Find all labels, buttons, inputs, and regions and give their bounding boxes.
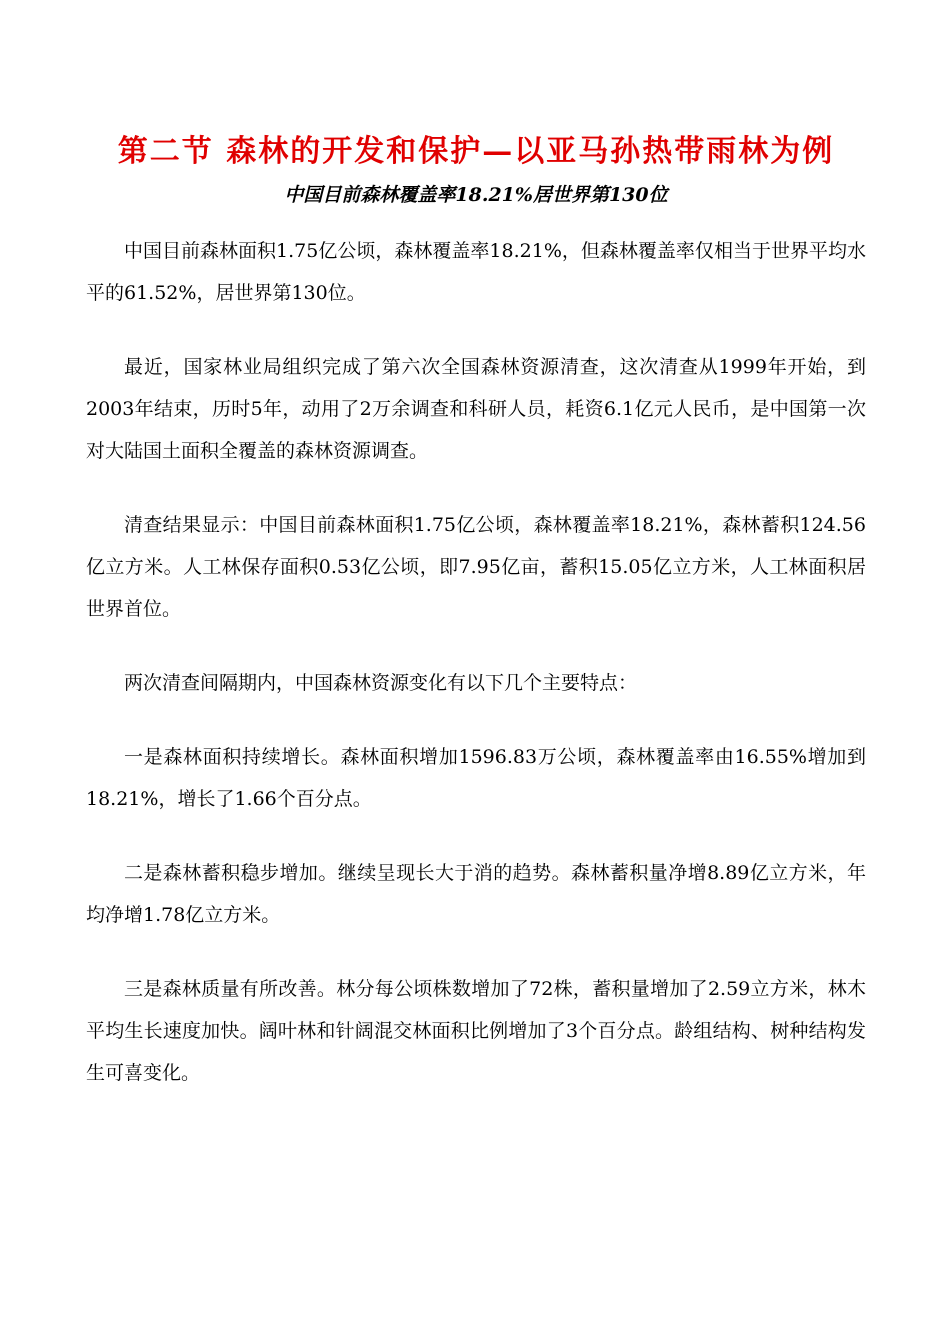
paragraph: 三是森林质量有所改善。林分每公顷株数增加了72株，蓄积量增加了2.59立方米，林木平均生长速度加快。阔叶林和针阔混交林面积比例增加了3个百分点。龄组结构、树种结构发生可喜变化。 [86,978,866,1084]
paragraph: 两次清查间隔期内，中国森林资源变化有以下几个主要特点： [124,672,638,694]
paragraph: 最近，国家林业局组织完成了第六次全国森林资源清查，这次清查从1999年开始，到2003年结束，历时5年，动用了2万余调查和科研人员，耗资6.1亿元人民币，是中国第一次对大陆国土面积全覆盖的森林资源调查。 [86,356,866,462]
document-page [86,128,866,1126]
paragraph: 二是森林蓄积稳步增加。继续呈现长大于消的趋势。森林蓄积量净增8.89亿立方米，年均净增1.78亿立方米。 [86,862,866,926]
paragraph: 一是森林面积持续增长。森林面积增加1596.83万公顷，森林覆盖率由16.55%增加到18.21%，增长了1.66个百分点。 [86,746,866,810]
paragraph: 中国目前森林面积1.75亿公顷，森林覆盖率18.21%，但森林覆盖率仅相当于世界平均水平的61.52%，居世界第130位。 [86,240,866,304]
paragraph: 清查结果显示：中国目前森林面积1.75亿公顷，森林覆盖率18.21%，森林蓄积124.56亿立方米。人工林保存面积0.53亿公顷，即7.95亿亩，蓄积15.05亿立方米，人工林面积居世界首位。 [86,514,866,620]
page-title: 第二节 森林的开发和保护—以亚马孙热带雨林为例 [117,134,835,169]
document-body [86,230,866,1094]
page-subtitle: 中国目前森林覆盖率18.21%居世界第130位 [284,184,668,206]
